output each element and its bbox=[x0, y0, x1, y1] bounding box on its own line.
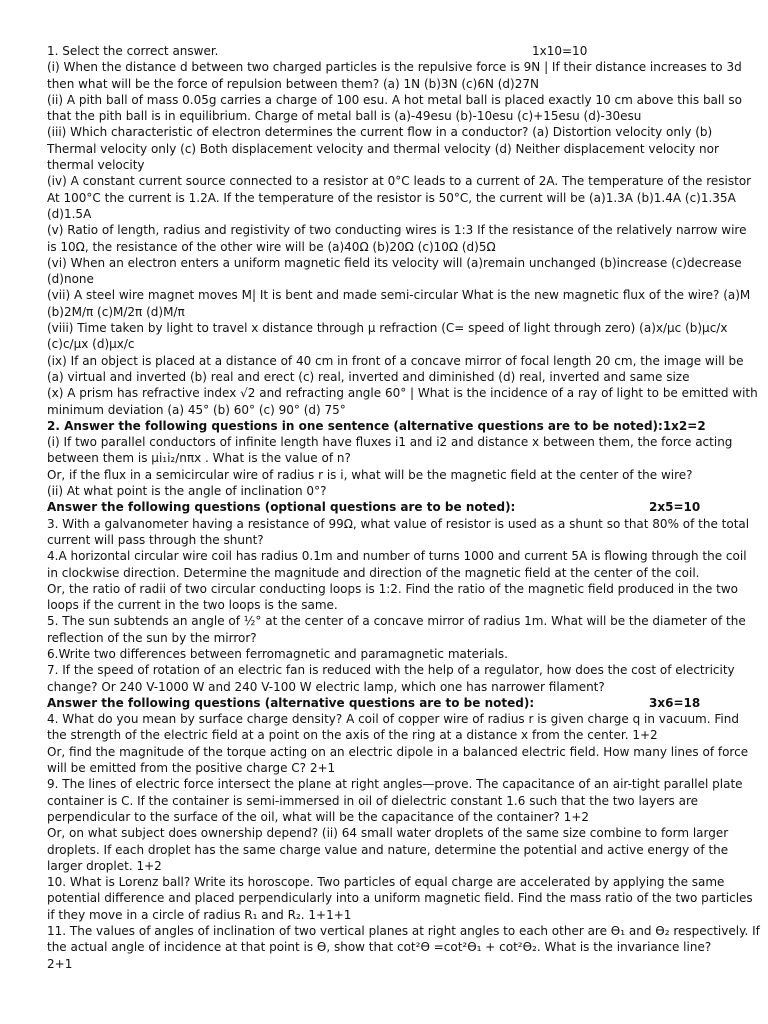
text-line bbox=[47, 890, 753, 906]
line-text: (v) Ratio of length, radius and registivity of two conducting wires is 1:3 If the resistance of the relatively narrow wire bbox=[47, 223, 747, 238]
line-text: current will pass through the shunt? bbox=[47, 532, 264, 547]
line-text: larger droplet. 1+2 bbox=[47, 858, 162, 873]
line-text: change? Or 240 V-1000 W and 240 V-100 W electric lamp, which one has narrower filament? bbox=[47, 679, 605, 694]
text-line bbox=[47, 239, 723, 255]
text-line bbox=[47, 255, 742, 271]
line-text: (viii) Time taken by light to travel x distance through μ refraction (C= speed of light through zero) (a)x/μc (b)μc/x bbox=[47, 321, 728, 336]
text-line bbox=[47, 385, 758, 401]
line-text: reflection of the sun by the mirror? bbox=[47, 630, 257, 645]
text-line bbox=[47, 108, 723, 124]
text-line bbox=[47, 124, 723, 140]
text-line bbox=[47, 157, 723, 173]
line-text: Answer the following questions (optional questions are to be noted): bbox=[47, 500, 516, 515]
line-text: Or, on what subject does ownership depend? (ii) 64 small water droplets of the same size combine to form larger bbox=[47, 826, 729, 841]
text-line bbox=[47, 565, 723, 581]
text-line bbox=[47, 320, 728, 336]
line-text: (d)1.5A bbox=[47, 206, 92, 221]
text-line bbox=[47, 467, 723, 483]
line-text: 2+1 bbox=[47, 956, 73, 971]
line-text: (ii) At what point is the angle of inclination 0°? bbox=[47, 484, 327, 499]
line-text: At 100°C the current is 1.2A. If the temperature of the resistor is 50°C, the current will be (a)1.3A (b)1.4A (c)1.35A bbox=[47, 190, 736, 205]
line-text: droplets. If each droplet has the same charge value and nature, determine the potential and active energy of the bbox=[47, 842, 729, 857]
text-line bbox=[47, 418, 723, 434]
line-text: (vii) A steel wire magnet moves M| It is bent and made semi-circular What is the new magnetic flux of the wire? (a)M bbox=[47, 288, 751, 303]
text-line bbox=[47, 679, 723, 695]
line-text: (d)none bbox=[47, 272, 94, 287]
text-line bbox=[47, 581, 739, 597]
text-line bbox=[47, 548, 747, 564]
text-line bbox=[47, 434, 733, 450]
text-line bbox=[47, 809, 723, 825]
text-line bbox=[47, 793, 723, 809]
text-line bbox=[47, 842, 729, 858]
line-text: 5. The sun subtends an angle of ½° at the center of a concave mirror of radius 1m. What will be the diameter of the bbox=[47, 614, 746, 629]
line-text: 1. Select the correct answer. bbox=[47, 44, 219, 58]
line-text: 7. If the speed of rotation of an electric fan is reduced with the help of a regulator, how does the cost of electricity bbox=[47, 663, 735, 678]
text-line bbox=[47, 662, 735, 678]
text-line bbox=[47, 59, 742, 75]
line-text: (x) A prism has refractive index √2 and refracting angle 60° | What is the incidence of a ray of light to be emitted with bbox=[47, 386, 758, 401]
line-text: perpendicular to the surface of the oil, what will be the capacitance of the container? 1+2 bbox=[47, 809, 590, 824]
text-line bbox=[47, 499, 723, 515]
line-text: (i) If two parallel conductors of infinite length have fluxes i1 and i2 and distance x between them, the force acting bbox=[47, 435, 733, 450]
text-line bbox=[47, 336, 723, 352]
text-line bbox=[47, 141, 723, 157]
exam-document bbox=[47, 43, 760, 972]
line-text: (ii) A pith ball of mass 0.05g carries a charge of 100 esu. A hot metal ball is placed exactly 10 cm above this ball so bbox=[47, 92, 742, 107]
line-text: that the pith ball is in equilibrium. Charge of metal ball is (a)-49esu (b)-10esu (c)+15esu (d)-30esu bbox=[47, 109, 642, 124]
text-line bbox=[47, 287, 751, 303]
text-line bbox=[47, 939, 723, 955]
line-text: Or, the ratio of radii of two circular conducting loops is 1:2. Find the ratio of the magnetic field produced in the two bbox=[47, 581, 739, 596]
text-line bbox=[47, 727, 723, 743]
text-line bbox=[47, 173, 752, 189]
line-text: will be emitted from the positive charge C? 2+1 bbox=[47, 761, 336, 776]
marks-label: 2x5=10 bbox=[649, 500, 701, 515]
text-line bbox=[47, 858, 723, 874]
text-line bbox=[47, 695, 723, 711]
text-line bbox=[47, 304, 723, 320]
text-line bbox=[47, 369, 723, 385]
text-line bbox=[47, 92, 742, 108]
text-line bbox=[47, 190, 736, 206]
text-line bbox=[47, 776, 743, 792]
line-text: minimum deviation (a) 45° (b) 60° (c) 90° (d) 75° bbox=[47, 402, 346, 417]
line-text: if they move in a circle of radius R₁ and R₂. 1+1+1 bbox=[47, 907, 352, 922]
text-line bbox=[47, 744, 749, 760]
text-line bbox=[47, 630, 723, 646]
text-line bbox=[47, 43, 723, 59]
text-line bbox=[47, 825, 729, 841]
text-line bbox=[47, 206, 723, 222]
line-text: 3. With a galvanometer having a resistance of 99Ω, what value of resistor is used as a shunt so that 80% of the total bbox=[47, 516, 750, 531]
text-line bbox=[47, 874, 723, 890]
line-text: (iv) A constant current source connected to a resistor at 0°C leads to a current of 2A. The temperature of the resistor bbox=[47, 174, 752, 189]
line-text: 4. What do you mean by surface charge density? A coil of copper wire of radius r is given charge q in vacuum. Find bbox=[47, 712, 739, 727]
marks-label: 1x10=10 bbox=[532, 44, 588, 58]
line-text: 10. What is Lorenz ball? Write its horoscope. Two particles of equal charge are accelerated by applying the same bbox=[47, 875, 725, 890]
text-line bbox=[47, 516, 750, 532]
line-text: between them is μi₁i₂/nπx . What is the value of n? bbox=[47, 451, 351, 466]
text-line bbox=[47, 483, 723, 499]
text-line bbox=[47, 271, 723, 287]
text-line bbox=[47, 450, 723, 466]
line-text: Thermal velocity only (c) Both displacement velocity and thermal velocity (d) Neither displacement velocity nor bbox=[47, 141, 719, 156]
line-text: the strength of the electric field at a point on the axis of the ring at a distance x from the center. 1+2 bbox=[47, 728, 658, 743]
line-text: then what will be the force of repulsion between them? (a) 1N (b)3N (c)6N (d)27N bbox=[47, 76, 539, 91]
text-line bbox=[47, 597, 723, 613]
line-text: is 10Ω, the resistance of the other wire will be (a)40Ω (b)20Ω (c)10Ω (d)5Ω bbox=[47, 239, 496, 254]
text-line bbox=[47, 907, 723, 923]
line-text: 4.A horizontal circular wire coil has radius 0.1m and number of turns 1000 and current 5A is flowing through the coil bbox=[47, 549, 747, 564]
text-line bbox=[47, 76, 723, 92]
line-text: thermal velocity bbox=[47, 158, 145, 173]
line-text: (i) When the distance d between two charged particles is the repulsive force is 9N | If their distance increases to 3d bbox=[47, 60, 742, 75]
text-line bbox=[47, 532, 723, 548]
line-text: 11. The values of angles of inclination of two vertical planes at right angles to each other are ϴ₁ and ϴ₂ respectively. If bbox=[47, 924, 760, 939]
line-text: the actual angle of incidence at that point is ϴ, show that cot²ϴ =cot²ϴ₁ + cot²ϴ₂. What is the invariance line? bbox=[47, 940, 712, 955]
line-text: (c)c/μx (d)μx/c bbox=[47, 337, 135, 352]
line-text: Or, find the magnitude of the torque acting on an electric dipole in a balanced electric field. How many lines of force bbox=[47, 744, 749, 759]
text-line bbox=[47, 711, 739, 727]
line-text: (ix) If an object is placed at a distance of 40 cm in front of a concave mirror of focal length 20 cm, the image will be bbox=[47, 353, 744, 368]
text-line bbox=[47, 923, 760, 939]
text-line bbox=[47, 760, 723, 776]
line-text: Or, if the flux in a semicircular wire of radius r is i, what will be the magnetic field at the center of the wire? bbox=[47, 467, 693, 482]
line-text: 9. The lines of electric force intersect the plane at right angles—prove. The capacitance of an air-tight parallel plate bbox=[47, 777, 743, 792]
line-text: potential difference and placed perpendicularly into a uniform magnetic field. Find the mass ratio of the two particles bbox=[47, 891, 753, 906]
line-text: Answer the following questions (alternative questions are to be noted): bbox=[47, 695, 535, 710]
line-text: 2. Answer the following questions in one sentence (alternative questions are to be noted):1x2=2 bbox=[47, 418, 706, 433]
line-text: loops if the current in the two loops is the same. bbox=[47, 598, 338, 613]
text-line bbox=[47, 646, 723, 662]
text-line bbox=[47, 956, 723, 972]
line-text: (a) virtual and inverted (b) real and erect (c) real, inverted and diminished (d) real, inverted and same size bbox=[47, 369, 690, 384]
text-line bbox=[47, 353, 744, 369]
line-text: (iii) Which characteristic of electron determines the current flow in a conductor? (a) Distortion velocity only (b) bbox=[47, 125, 713, 140]
text-line bbox=[47, 222, 747, 238]
marks-label: 3x6=18 bbox=[649, 695, 701, 710]
text-line bbox=[47, 402, 723, 418]
line-text: in clockwise direction. Determine the magnitude and direction of the magnetic field at the center of the coil. bbox=[47, 565, 700, 580]
line-text: 6.Write two differences between ferromagnetic and paramagnetic materials. bbox=[47, 646, 508, 661]
line-text: container is C. If the container is semi-immersed in oil of dielectric constant 1.6 such that the two layers are bbox=[47, 793, 699, 808]
text-line bbox=[47, 613, 746, 629]
line-text: (b)2M/π (c)M/2π (d)M/π bbox=[47, 304, 185, 319]
line-text: (vi) When an electron enters a uniform magnetic field its velocity will (a)remain unchanged (b)increase (c)decrease bbox=[47, 255, 742, 270]
